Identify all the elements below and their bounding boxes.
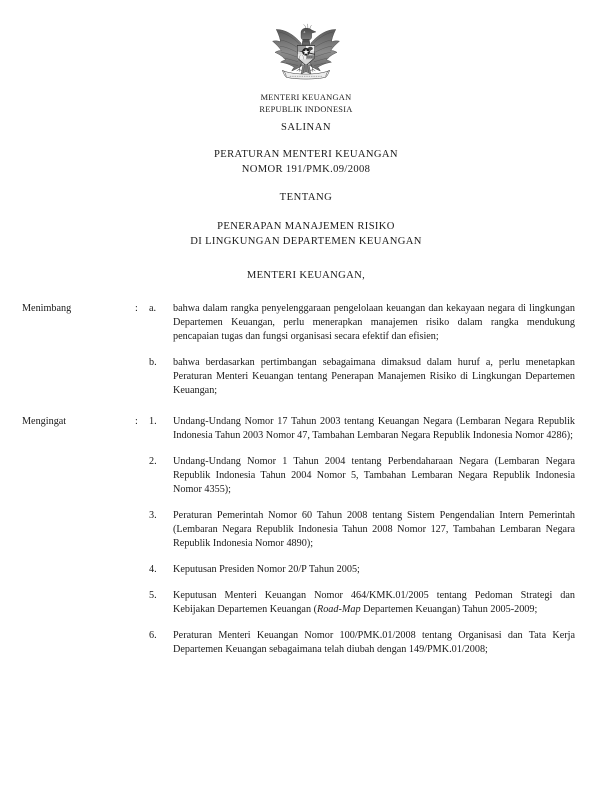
emblem-container [0, 22, 612, 84]
recalling-text-6: Peraturan Menteri Keuangan Nomor 100/PMK.01/2008 tentang Organisasi dan Tata Kerja Departemen Keuangan sebagaimana telah diubah dengan 149/PMK.01/2008; [173, 630, 575, 655]
recalling-marker-2: 2. [149, 456, 157, 467]
recalling-text-5 [173, 589, 575, 617]
document-body [0, 302, 612, 657]
recalling-marker-5: 5. [149, 590, 157, 601]
recalling-section [0, 415, 612, 657]
letterhead [0, 92, 612, 115]
recalling-item-3 [0, 509, 612, 551]
subject-line-1: PENERAPAN MANAJEMEN RISIKO [217, 221, 395, 232]
recalling-colon: : [135, 416, 138, 427]
considering-section [0, 302, 612, 398]
recalling-label: Mengingat [22, 416, 67, 427]
recalling-text-1: Undang-Undang Nomor 17 Tahun 2003 tentang Keuangan Negara (Lembaran Negara Republik Indonesia Tahun 2003 Nomor 47, Tambahan Lembaran Negara Republik Indonesia Nomor 4286); [173, 416, 575, 441]
subject-line-2: DI LINGKUNGAN DEPARTEMEN KEUANGAN [190, 235, 422, 247]
spacer [0, 443, 612, 455]
regulation-subject [0, 220, 612, 249]
recalling-item-2 [0, 455, 612, 497]
recalling-marker-3: 3. [149, 510, 157, 521]
recalling-item-1 [0, 415, 612, 443]
spacer [0, 577, 612, 589]
letterhead-line-1: MENTERI KEUANGAN [260, 93, 352, 102]
issuing-official: MENTERI KEUANGAN, [246, 270, 366, 281]
regulation-title [0, 148, 612, 177]
considering-item-b [0, 356, 612, 398]
spacer [0, 617, 612, 629]
considering-text-b: bahwa berdasarkan pertimbangan sebagaimana dimaksud dalam huruf a, perlu menetapkan Peraturan Menteri Keuangan tentang Penerapan Manajemen Risiko di Lingkungan Departemen Keuangan; [173, 357, 575, 396]
recalling-text-3: Peraturan Pemerintah Nomor 60 Tahun 2008 tentang Sistem Pengendalian Intern Pemerintah (Lembaran Negara Republik Indonesia Tahun 2008 Nomor 127, Tambahan Lembaran Negara Republik Indonesia Nomor 4890); [173, 510, 575, 549]
recalling-text-5-part-1: Keputusan Menteri Keuangan Nomor 464/KMK.01/2005 tentang Pedoman Strategi dan Kebijakan Departemen Keuangan ( [173, 590, 575, 615]
spacer [0, 398, 612, 415]
regulation-number: NOMOR 191/PMK.09/2008 [241, 163, 371, 175]
recalling-text-5-italic: Road-Map [316, 604, 361, 615]
recalling-marker-1: 1. [149, 416, 157, 427]
considering-label: Menimbang [22, 303, 72, 314]
garuda-pancasila-emblem [268, 22, 344, 84]
considering-marker-b: b. [149, 357, 157, 368]
spacer [0, 551, 612, 563]
recalling-text-5-part-2: Departemen Keuangan) Tahun 2005-2009; [360, 604, 538, 615]
recalling-text-4: Keputusan Presiden Nomor 20/P Tahun 2005; [173, 564, 360, 575]
spacer [0, 497, 612, 509]
considering-text-a: bahwa dalam rangka penyelenggaraan pengelolaan keuangan dan kekayaan negara di lingkungan Departemen Keuangan, perlu menerapkan manajemen risiko dalam rangka mendukung pencapaian tugas dan fungsi organisasi secara efektif dan efisien; [173, 303, 575, 342]
recalling-item-5 [0, 589, 612, 617]
recalling-item-6 [0, 629, 612, 657]
considering-colon: : [135, 303, 138, 314]
recalling-text-2: Undang-Undang Nomor 1 Tahun 2004 tentang Perbendaharaan Negara (Lembaran Negara Republik Indonesia Tahun 2004 Nomor 5, Tambahan Lembaran Negara Republik Indonesia Nomor 4355); [173, 456, 575, 495]
recalling-marker-6: 6. [149, 630, 157, 641]
letterhead-line-2: REPUBLIK INDONESIA [259, 104, 353, 114]
regulation-title-line-1: PERATURAN MENTERI KEUANGAN [214, 149, 398, 160]
spacer [0, 344, 612, 356]
recalling-marker-4: 4. [149, 564, 157, 575]
recalling-item-4 [0, 563, 612, 577]
copy-mark: SALINAN [281, 122, 331, 133]
considering-marker-a: a. [149, 303, 157, 314]
about-label: TENTANG [279, 192, 333, 203]
considering-item-a [0, 302, 612, 344]
